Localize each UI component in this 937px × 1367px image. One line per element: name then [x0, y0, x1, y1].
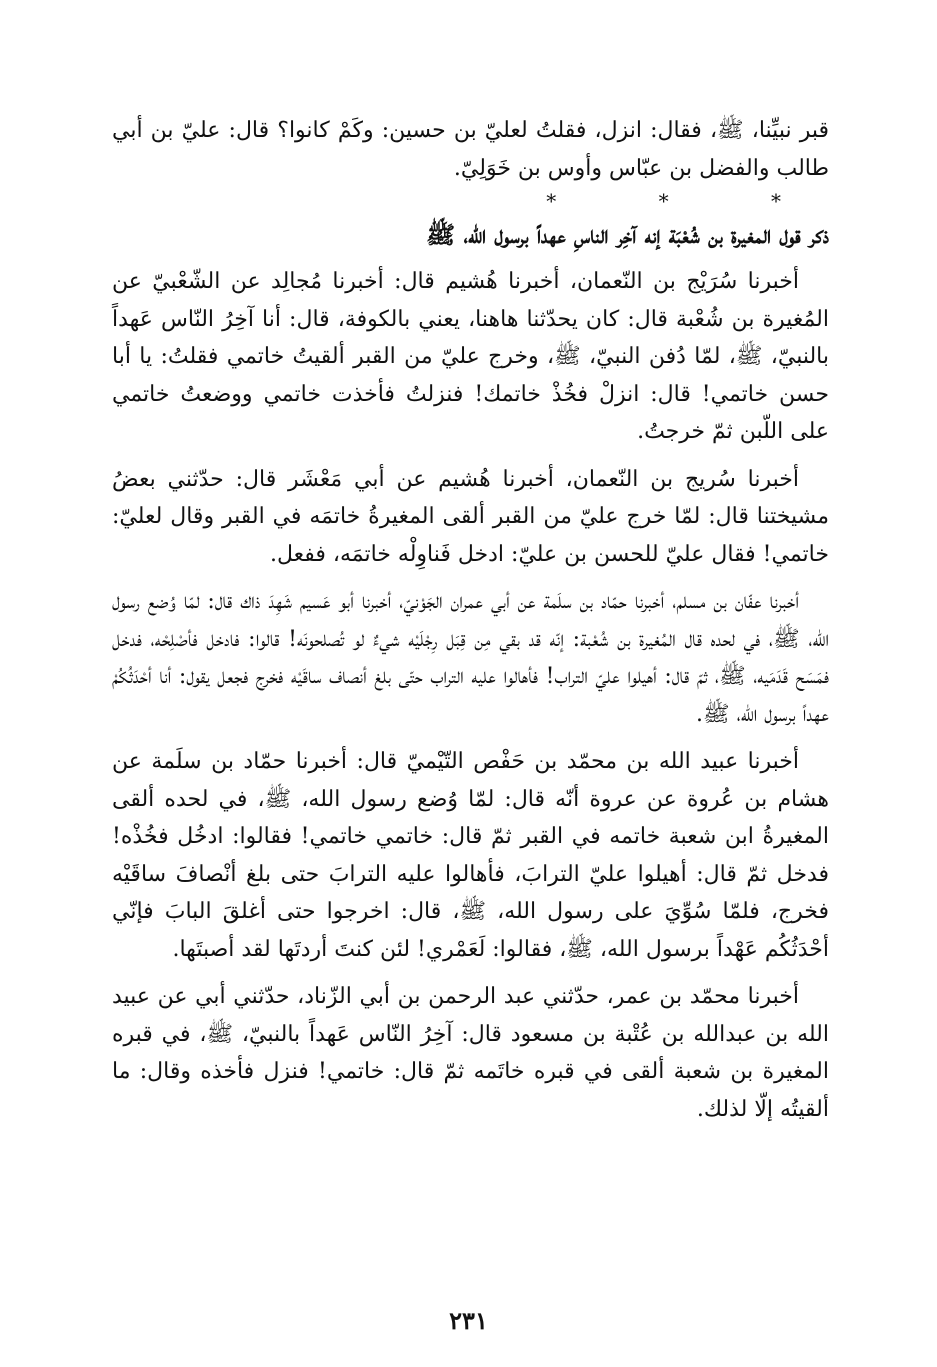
hadith-paragraph: أخبرنا محمّد بن عمر، حدّثني عبد الرحمن بن أبي الزّناد، حدّثني أبي عن عبيد الله بن عبدالله بن عُتْبة بن مسعود قال: آخِرُ النّاس عَهداً بالنبيّ، ﷺ، في قبره المغيرة بن شعبة ألقى في قبره خاتَمه ثمّ قال: خاتمي! فنزل فأخذه وقال: ما ألقيتُه إلّا لذلك.: [112, 984, 829, 1122]
hadith-paragraph: أخبرنا سُريج بن النّعمان، أخبرنا هُشيم عن أبي مَعْشَر قال: حدّثني بعضُ مشيختنا قال: لمّا خرج عليّ من القبر ألقى المغيرةُ خاتمَه في القبر وقال لعليّ: خاتمي! فقال عليّ للحسن بن عليّ: ادخل فَناوِلْه خاتمَه، ففعل.: [112, 466, 829, 567]
section-heading: ذكر قول المغيرة بن شُعْبَة إنه آخِر الناسِ عهداً برسول الله، ﷺ: [426, 220, 829, 249]
hadith-paragraph: أخبرنا عفّان بن مسلم، أخبرنا حمّاد بن سلَمة عن أبي عمران الجَوْنيّ، أخبرنا أبو عَسيم شَهِدَ ذاك قال: لمّا وُضع رسول الله، ﷺ، في لحده قال المُغيرة بن شُعْبة: إنّه قد بقي مِن قِبَل رِجْلَيْه شيءٌ لو تُصلحونَه! قالوا: فادخل فأصْلِحْه، فدخل فمَسَح قَدَمَيه، ﷺ، ثمّ قال: أهيلوا عليّ التراب! فأهالوا عليه التراب حتّى بلغ أنصاف ساقَيْه فخرج فجعل يقول: أنا أحْدَثُكُمْ عهداً برسول الله، ﷺ.: [112, 589, 829, 727]
hadith-paragraph: أخبرنا سُرَيْج بن النّعمان، أخبرنا هُشيم قال: أخبرنا مُجالِد عن الشّعْبيّ عن المُغيرة بن شُعْبة قال: كان يحدّثنا هاهنا، يعني بالكوفة، قال: أنا آخِرُ النّاس عَهداً بالنبيّ، ﷺ، لمّا دُفن النبيّ، ﷺ، وخرج عليّ من القبر ألقيتُ خاتمي فقلتُ: يا أبا حسن خاتمي! قال: انزلْ فخُذْ خاتمك! فنزلتُ فأخذت خاتمي ووضعتُ خاتمي على اللّبن ثمّ خرجتُ.: [112, 269, 829, 444]
section-separator: * * *: [546, 189, 829, 213]
page-body: [112, 112, 829, 1128]
hadith-paragraph: أخبرنا عبيد الله بن محمّد بن حَفْص التّيْميّ قال: أخبرنا حمّاد بن سلَمة عن هشام بن عُروة عن عروة أنّه قال: لمّا وُضع رسول الله، ﷺ، في لحده ألقى المغيرةُ ابن شعبة خاتمه في القبر ثمّ قال: خاتمي خاتمي! فقالوا: ادخُل فخُذْه! فدخل ثمّ قال: أهيلوا عليّ الترابَ، فأهالوا عليه الترابَ حتى بلغ أنْصافَ ساقَيْه فخرج، فلمّا سُوِّيَ على رسول الله، ﷺ، قال: اخرجوا حتى أغلقَ البابَ فإنّي أحْدَثُكُم عَهْداً برسول الله، ﷺ، فقالوا: لَعَمْري! لئن كنتَ أردتَها لقد أصبتَها.: [112, 749, 829, 962]
page-number: ٢٣١: [449, 1306, 488, 1335]
intro-paragraph: قبر نبيِّنا، ﷺ، فقال: انزل، فقلتُ لعليّ بن حسين: وكَمْ كانوا؟ قال: عليّ بن أبي طالب والفضل بن عبّاس وأوس بن خَوَلِيّ.: [112, 118, 829, 181]
